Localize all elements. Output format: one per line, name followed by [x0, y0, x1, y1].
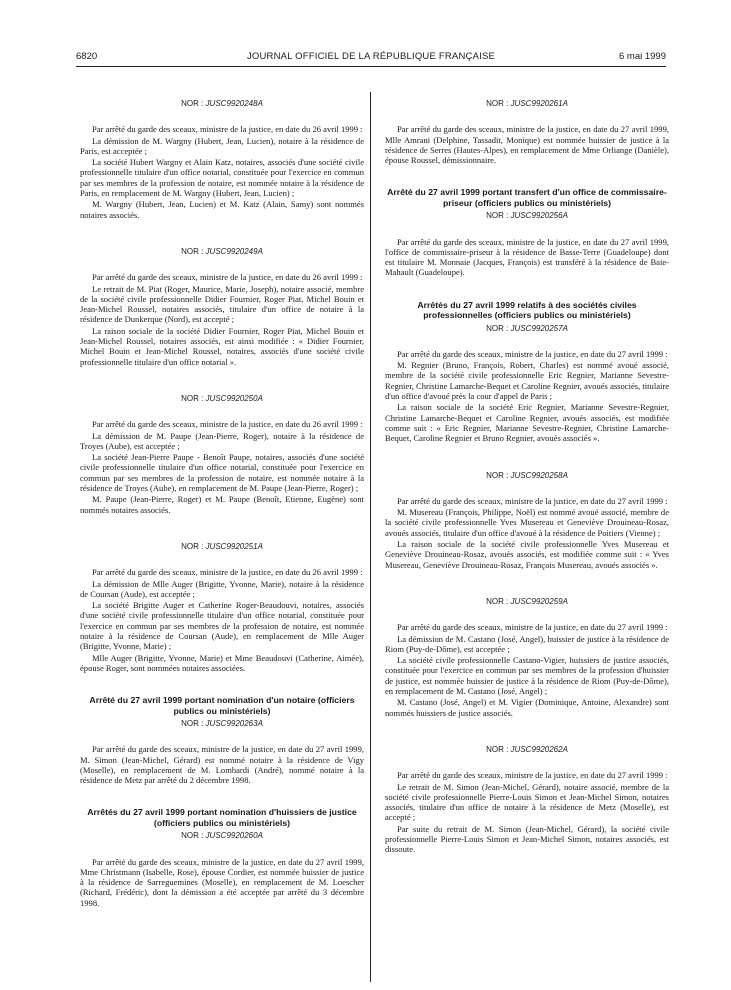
paragraph: La société Brigitte Auger et Catherine Roger-Beaudouvi, notaires, associés d'une société civile professionnelle titulaire d'un office notarial, constituée pour l'exercice en commun par ses membres de la profession de notaire, est nommée notaire à la résidence de Coursan (Aude), en remplacement de Mlle Auger (Brigitte, Yvonne, Marie) ;: [80, 600, 364, 652]
paragraph: Le retrait de M. Simon (Jean-Michel, Gérard), notaire associé, membre de la société civile professionnelle Pierre-Louis Simon et Jean-Michel Simon, notaires associés, titulaire d'un office de notaire à la résidence de Metz (Moselle), est accepté ;: [385, 781, 669, 823]
nor-label: NOR :: [181, 393, 204, 403]
nor-label: NOR :: [181, 541, 204, 551]
paragraph: M. Regnier (Bruno, François, Robert, Charles) est nommé avoué associé, membre de la société civile professionnelle Eric Regnier, Marianne Sevestre-Regnier, Christine Lamarche-Bequet et Caroline Regnier, avoués associés, titulaire d'un office d'avoué près la cour d'appel de Paris ;: [385, 360, 669, 402]
nor-code: JUSC9920257A: [510, 323, 568, 333]
paragraph: Par arrêté du garde des sceaux, ministre de la justice, en date du 27 avril 1999 :: [397, 622, 668, 633]
decree-title: Arrêté du 27 avril 1999 portant transfert d'un office de commissaire-priseur (officiers publics ou ministériels): [387, 187, 667, 208]
paragraph: Par arrêté du garde des sceaux, ministre de la justice, en date du 27 avril 1999, Mme Christmann (Isabelle, Rose), épouse Cordier, est nommée huissier de justice à la résidence de Sarreguemines (Moselle), en remplacement de M. Loescher (Richard, Frédéric), dont la démission a été acceptée par arrêté du 3 décembre 1998.: [80, 856, 364, 908]
notice-block: [80, 99, 364, 220]
paragraph: La raison sociale de la société Eric Regnier, Marianne Sevestre-Regnier, Christine Lamarche-Bequet et Caroline Regnier, avoués associés, est modifiée comme suit : « Eric Regnier, Marianne Sevestre-Regnier, Christine Lamarche-Bequet, Caroline Regnier et Bruno Regnier, avoués associés ».: [385, 402, 669, 444]
paragraph: La société Hubert Wargny et Alain Katz, notaires, associés d'une société civile professionnelle titulaire d'un office notarial, constituée pour l'exercice en commun par ses membres de la profession de notaire, est nommée notaire à la résidence de Paris, en remplacement de M. Wargny (Hubert, Jean, Lucien) ;: [80, 157, 364, 199]
paragraph: M. Musereau (François, Philippe, Noël) est nommé avoué associé, membre de la société civile professionnelle Yves Musereau et Geneviève Drouineau-Rosaz, avoués associés, titulaire d'un office d'avoué à la résidence de Poitiers (Vienne) ;: [385, 507, 669, 538]
nor-reference: [80, 247, 364, 257]
paragraph: Mlle Auger (Brigitte, Yvonne, Marie) et Mme Beaudouvi (Catherine, Aimée), épouse Roger, sont nommées notaires associées.: [80, 652, 364, 673]
column-divider: [370, 92, 371, 982]
nor-code: JUSC9920258A: [510, 470, 568, 480]
paragraph: Par arrêté du garde des sceaux, ministre de la justice, en date du 27 avril 1999 :: [397, 495, 668, 506]
nor-code: JUSC9920261A: [510, 99, 568, 108]
paragraph: La société Jean-Pierre Paupe - Benoît Paupe, notaires, associés d'une société civile professionnelle titulaire d'un office notarial, constituée pour l'exercice en commun par ses membres de la profession de notaire, est nommée notaire à la résidence de Troyes (Aube), en remplacement de M. Paupe (Jean-Pierre, Roger) ;: [80, 452, 364, 494]
nor-code: JUSC9920256A: [510, 211, 568, 221]
nor-reference: [385, 745, 669, 755]
decree-title: Arrêté du 27 avril 1999 portant nomination d'un notaire (officiers publics ou ministériels): [89, 695, 355, 716]
nor-code: JUSC9920251A: [205, 541, 263, 551]
paragraph: La démission de M. Paupe (Jean-Pierre, Roger), notaire à la résidence de Troyes (Aube), est acceptée ;: [80, 430, 364, 451]
nor-code: JUSC9920259A: [510, 596, 568, 606]
nor-label: NOR :: [181, 246, 204, 256]
paragraph: La démission de Mlle Auger (Brigitte, Yvonne, Marie), notaire à la résidence de Coursan (Aude), est acceptée ;: [80, 578, 364, 599]
notice-block: [385, 745, 669, 855]
paragraph: Le retrait de M. Piat (Roger, Maurice, Marie, Joseph), notaire associé, membre de la société civile professionnelle Didier Fournier, Roger Piat, Michel Bouin et Jean-Michel Roussel, notaires associés, titulaire d'un office de notaire à la résidence de Dunkerque (Nord), est accepté ;: [80, 283, 364, 325]
nor-label: NOR :: [181, 831, 204, 841]
nor-code: JUSC9920248A: [205, 99, 263, 108]
nor-label: NOR :: [181, 718, 204, 728]
notice-block: [385, 471, 669, 570]
header-rule: [76, 66, 666, 67]
decree-block: [385, 300, 669, 444]
nor-label: NOR :: [486, 470, 509, 480]
page-number: 6820: [76, 51, 98, 62]
right-column: [385, 96, 669, 856]
paragraph: La société civile professionnelle Castano-Vigier, huissiers de justice associés, constituée pour l'exercice en commun par ses membres de la profession d'huissier de justice, est nommée huissier de justice à la résidence de Riom (Puy-de-Dôme), en remplacement de M. Castano (José, Angel) ;: [385, 655, 669, 697]
nor-reference: [80, 831, 364, 841]
nor-label: NOR :: [181, 99, 204, 108]
nor-reference: [385, 471, 669, 481]
nor-reference: [80, 719, 364, 729]
notice-block: [80, 394, 364, 515]
paragraph: Par suite du retrait de M. Simon (Jean-Michel, Gérard), la société civile professionnelle Pierre-Louis Simon et Jean-Michel Simon, notaires associés, est dissoute.: [385, 823, 669, 855]
issue-date: 6 mai 1999: [618, 51, 666, 62]
nor-label: NOR :: [486, 323, 509, 333]
journal-title: JOURNAL OFFICIEL DE LA RÉPUBLIQUE FRANÇAISE: [246, 51, 496, 62]
paragraph: Par arrêté du garde des sceaux, ministre de la justice, en date du 27 avril 1999 :: [397, 348, 668, 359]
page-header: [76, 51, 666, 65]
nor-reference: [385, 99, 669, 109]
decree-block: [385, 187, 669, 277]
decree-title: Arrêtés du 27 avril 1999 relatifs à des sociétés civiles professionnelles (officiers publics ou ministériels): [417, 299, 637, 321]
nor-code: JUSC9920262A: [510, 744, 568, 754]
paragraph: Par arrêté du garde des sceaux, ministre de la justice, en date du 27 avril 1999, l'office de commissaire-priseur à la résidence de Basse-Terre (Guadeloupe) dont est titulaire M. Monnaie (Jacques, François) est transféré à la résidence de Baie-Mahault (Guadeloupe).: [385, 236, 669, 278]
paragraph: Par arrêté du garde des sceaux, ministre de la justice, en date du 26 avril 1999 :: [92, 567, 363, 578]
decree-block: [80, 695, 364, 785]
paragraph: Par arrêté du garde des sceaux, ministre de la justice, en date du 26 avril 1999 :: [92, 419, 363, 430]
paragraph: Par arrêté du garde des sceaux, ministre de la justice, en date du 26 avril 1999 :: [92, 272, 363, 283]
nor-reference: [385, 597, 669, 607]
paragraph: M. Paupe (Jean-Pierre, Roger) et M. Paupe (Benoît, Etienne, Eugène) sont nommés notaires associés.: [80, 494, 364, 515]
nor-code: JUSC9920263A: [205, 718, 263, 728]
paragraph: La raison sociale de la société Didier Fournier, Roger Piat, Michel Bouin et Jean-Michel Roussel, notaires associés, est ainsi modifiée : « Didier Fournier, Michel Bouin et Jean-Michel Roussel, notaires, associés d'une société civile professionnelle titulaire d'un office notarial ».: [80, 325, 364, 367]
nor-code: JUSC9920250A: [205, 393, 263, 403]
notice-block: [385, 597, 669, 718]
nor-label: NOR :: [486, 211, 509, 221]
nor-reference: [80, 542, 364, 552]
nor-reference: [385, 211, 669, 221]
paragraph: La démission de M. Castano (José, Angel), huissier de justice à la résidence de Riom (Puy-de-Dôme), est acceptée ;: [385, 633, 669, 654]
nor-label: NOR :: [486, 596, 509, 606]
notice-block: [385, 99, 669, 165]
nor-reference: [80, 99, 364, 109]
nor-reference: [80, 394, 364, 404]
paragraph: Par arrêté du garde des sceaux, ministre de la justice, en date du 27 avril 1999, M. Simon (Jean-Michel, Gérard) est nommé notaire à la résidence de Vigy (Moselle), en remplacement de M. Lombardi (André), nommé notaire à la résidence de Metz par arrêté du 2 décembre 1998.: [80, 744, 364, 786]
paragraph: M. Wargny (Hubert, Jean, Lucien) et M. Katz (Alain, Samy) sont nommés notaires associés.: [80, 199, 364, 220]
nor-code: JUSC9920260A: [205, 831, 263, 841]
paragraph: La raison sociale de la société civile professionnelle Yves Musereau et Geneviève Drouineau-Rosaz, avoués associés, est modifiée comme suit : « Yves Musereau, Geneviève Drouineau-Rosaz, François Musereau, avoués associés ».: [385, 539, 669, 570]
paragraph: Par arrêté du garde des sceaux, ministre de la justice, en date du 27 avril 1999 :: [397, 770, 668, 781]
nor-reference: [385, 324, 669, 334]
nor-label: NOR :: [486, 99, 509, 108]
paragraph: Par arrêté du garde des sceaux, ministre de la justice, en date du 26 avril 1999 :: [92, 124, 363, 135]
decree-title: Arrêtés du 27 avril 1999 portant nomination d'huissiers de justice (officiers publics ou ministériels): [87, 807, 357, 828]
notice-block: [80, 542, 364, 673]
paragraph: M. Castano (José, Angel) et M. Vigier (Dominique, Antoine, Alexandre) sont nommés huissiers de justice associés.: [385, 697, 669, 718]
nor-code: JUSC9920249A: [205, 246, 263, 256]
decree-block: [80, 807, 364, 908]
notice-block: [80, 247, 364, 367]
left-column: [80, 96, 364, 909]
paragraph: Par arrêté du garde des sceaux, ministre de la justice, en date du 27 avril 1999, Mlle Amrani (Delphine, Tassadit, Monique) est nommée huissier de justice à la résidence de Serres (Hautes-Alpes), en remplacement de Mme Orliange (Danièle), épouse Roussel, démissionnaire.: [385, 124, 669, 166]
paragraph: La démission de M. Wargny (Hubert, Jean, Lucien), notaire à la résidence de Paris, est acceptée ;: [80, 135, 364, 156]
nor-label: NOR :: [486, 744, 509, 754]
